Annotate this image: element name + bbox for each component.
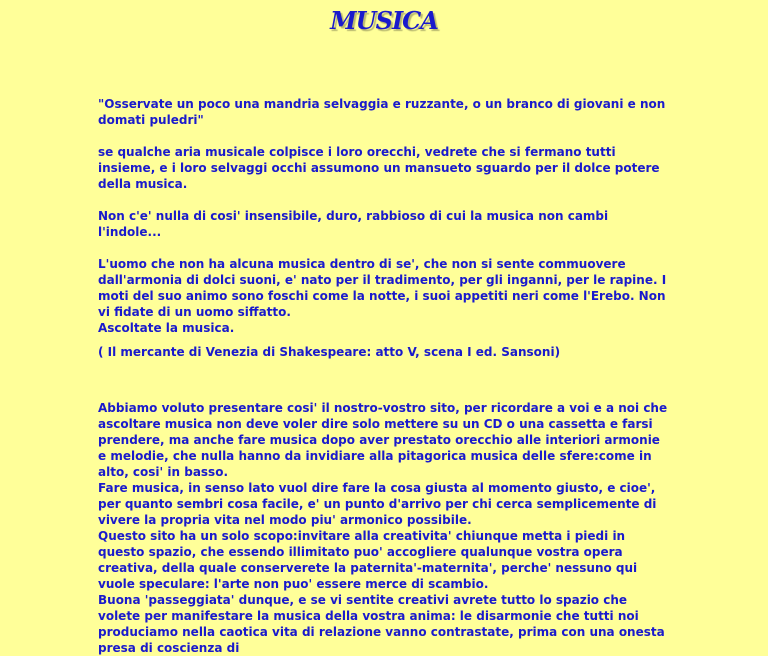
- main-content: [98, 96, 670, 656]
- quote-line-4: L'uomo che non ha alcuna musica dentro di se', che non si sente commuovere dall'armonia di dolci suoni, e' nato per il tradimento, per gli inganni, per le rapine. I moti del suo animo sono foschi come la notte, i suoi appetiti neri come l'Erebo. Non vi fidate di un uomo siffatto.: [98, 257, 667, 319]
- quote-line-2: se qualche aria musicale colpisce i loro orecchi, vedrete che si fermano tutti insieme, e i loro selvaggi occhi assumono un mansueto sguardo per il dolce potere della musica.: [98, 145, 660, 191]
- intro-paragraph-3: Questo sito ha un solo scopo:invitare alla creativita' chiunque metta i piedi in questo spazio, che essendo illimitato puo' accogliere qualunque vostra opera creativa, della quale conserverete la paternita'-maternita', perche' nessuno qui vuole speculare: l'arte non puo' essere merce di scambio.: [98, 529, 638, 591]
- quote-line-3: Non c'e' nulla di cosi' insensibile, duro, rabbioso di cui la musica non cambi l'indole...: [98, 209, 609, 239]
- intro-paragraph-4: Buona 'passeggiata' dunque, e se vi sentite creativi avrete tutto lo spazio che volete per manifestare la musica della vostra anima: le disarmonie che tutti noi produciamo nella caotica vita di relazione vanno contrastate, prima con una onesta presa di coscienza di: [98, 593, 665, 655]
- intro-paragraph-2: Fare musica, in senso lato vuol dire fare la cosa giusta al momento giusto, e cioe', per quanto sembri cosa facile, e' un punto d'arrivo per chi cerca semplicemente di vivere la propria vita nel modo piu' armonico possibile.: [98, 481, 657, 527]
- intro-paragraph-1: Abbiamo voluto presentare cosi' il nostro-vostro sito, per ricordare a voi e a noi che ascoltare musica non deve voler dire solo mettere su un CD o una cassetta e farsi prendere, ma anche fare musica dopo aver prestato orecchio alle interiori armonie e melodie, che nulla hanno da invidiare alla pitagorica musica delle sfere:come in alto, cosi' in basso.: [98, 401, 668, 479]
- quote-source: ( Il mercante di Venezia di Shakespeare: atto V, scena I ed. Sansoni): [98, 345, 561, 359]
- quote-line-5: Ascoltate la musica.: [98, 321, 235, 335]
- page-title: MUSICA: [330, 6, 438, 35]
- quote-line-1: "Osservate un poco una mandria selvaggia e ruzzante, o un branco di giovani e non domati puledri": [98, 97, 666, 127]
